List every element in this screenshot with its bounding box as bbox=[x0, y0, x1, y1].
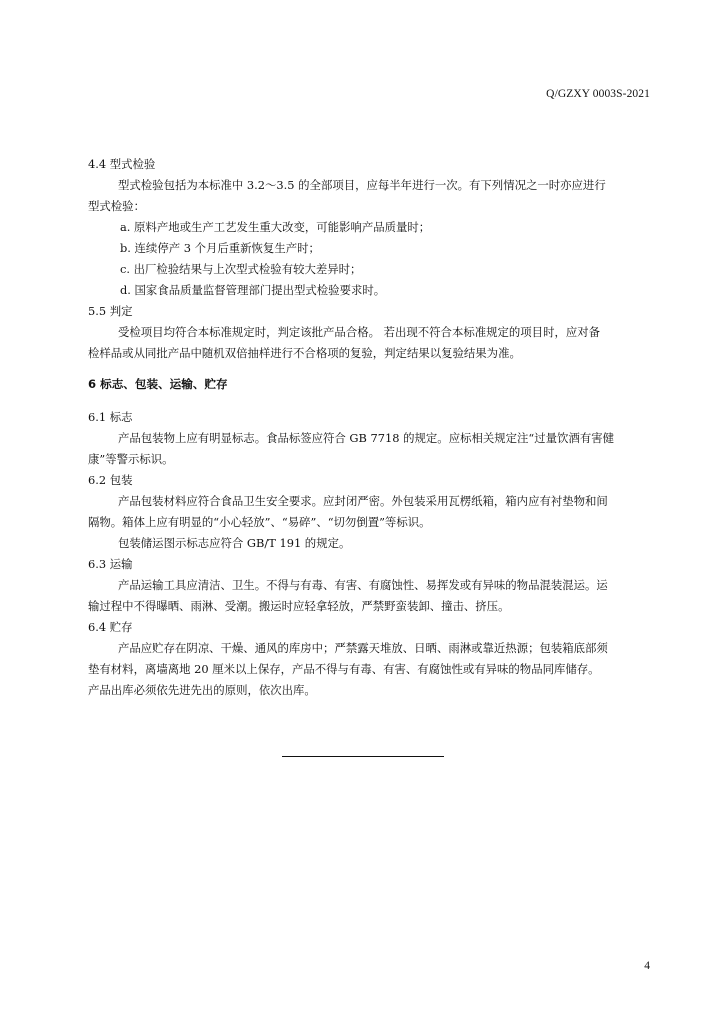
paragraph-5-5-line1: 受检项目均符合本标准规定时，判定该批产品合格。 若出现不符合本标准规定的项目时，应对备 bbox=[118, 325, 601, 339]
paragraph-6-4-line2: 垫有材料，离墙离地 20 厘米以上保存，产品不得与有毒、有害、有腐蚀性或有异味的物品同库储存。 bbox=[88, 662, 600, 676]
paragraph-4-4-line1: 型式检验包括为本标准中 3.2～3.5 的全部项目，应每半年进行一次。有下列情况之一时亦应进行 bbox=[118, 178, 606, 192]
heading-6-3: 6.3 运输 bbox=[88, 557, 133, 571]
list-item-b: b. 连续停产 3 个月后重新恢复生产时； bbox=[120, 241, 320, 255]
paragraph-6-4-line1: 产品应贮存在阴凉、干燥、通风的库房中；严禁露天堆放、日晒、雨淋或靠近热源；包装箱底部须 bbox=[118, 641, 608, 655]
page-number: 4 bbox=[644, 960, 650, 972]
heading-4-4: 4.4 型式检验 bbox=[88, 157, 156, 171]
list-item-a: a. 原料产地或生产工艺发生重大改变，可能影响产品质量时； bbox=[120, 220, 431, 234]
paragraph-6-2b-line1: 包装储运图示标志应符合 GB/T 191 的规定。 bbox=[118, 536, 351, 550]
list-item-c: c. 出厂检验结果与上次型式检验有较大差异时； bbox=[120, 262, 362, 276]
heading-6-1: 6.1 标志 bbox=[88, 410, 133, 424]
heading-5-5: 5.5 判定 bbox=[88, 304, 133, 318]
end-of-document-rule bbox=[282, 756, 444, 757]
standard-code: Q/GZXY 0003S-2021 bbox=[546, 88, 650, 100]
paragraph-6-4-line3: 产品出库必须依先进先出的原则，依次出库。 bbox=[88, 683, 316, 697]
heading-6-2: 6.2 包装 bbox=[88, 473, 133, 487]
paragraph-4-4-line2: 型式检验： bbox=[88, 199, 145, 213]
heading-6-4: 6.4 贮存 bbox=[88, 620, 133, 634]
paragraph-6-2-line1: 产品包装材料应符合食品卫生安全要求。应封闭严密。外包装采用瓦楞纸箱，箱内应有衬垫物和间 bbox=[118, 494, 608, 508]
paragraph-6-2-line2: 隔物。箱体上应有明显的“小心轻放”、“易碎”、“切勿倒置”等标识。 bbox=[88, 515, 431, 529]
paragraph-5-5-line2: 检样品或从同批产品中随机双倍抽样进行不合格项的复验，判定结果以复验结果为准。 bbox=[88, 346, 521, 360]
paragraph-6-3-line1: 产品运输工具应清洁、卫生。不得与有毒、有害、有腐蚀性、易挥发或有异味的物品混装混运。运 bbox=[118, 578, 608, 592]
paragraph-6-3-line2: 输过程中不得曝晒、雨淋、受潮。搬运时应轻拿轻放，严禁野蛮装卸、撞击、挤压。 bbox=[88, 599, 510, 613]
paragraph-6-1-line2: 康”等警示标识。 bbox=[88, 452, 174, 466]
document-body bbox=[88, 154, 658, 701]
paragraph-6-1-line1: 产品包装物上应有明显标志。食品标签应符合 GB 7718 的规定。应标相关规定注“过量饮酒有害健 bbox=[118, 431, 614, 445]
list-item-d: d. 国家食品质量监督管理部门提出型式检验要求时。 bbox=[120, 283, 386, 297]
section-6-title: 6 标志、包装、运输、贮存 bbox=[88, 377, 228, 391]
